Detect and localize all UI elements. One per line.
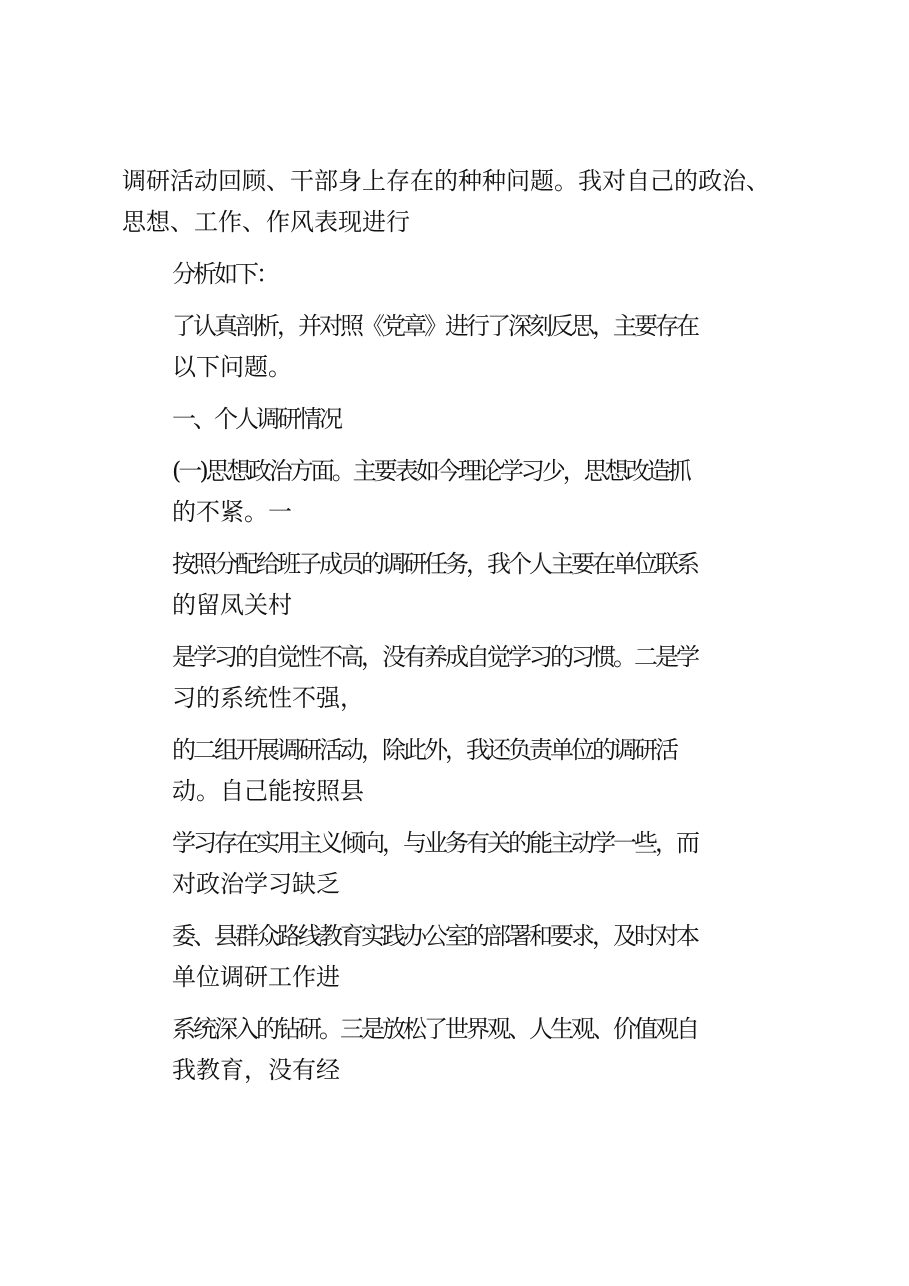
paragraph-line: 以下问题。 (172, 353, 292, 381)
paragraph-line: 按照分配给班子成员的调研任务，我个人主要在单位联系 (172, 550, 697, 578)
paragraph (122, 306, 797, 388)
document-body (122, 161, 797, 1102)
paragraph-line: 对政治学习缺乏 (172, 870, 340, 898)
paragraph-line: 单位调研工作进 (172, 963, 340, 991)
paragraph (122, 1009, 797, 1091)
paragraph-line: 了认真剖析，并对照《党章》进行了深刻反思，主要存在 (172, 312, 697, 340)
paragraph (122, 254, 797, 295)
paragraph (122, 823, 797, 905)
paragraph (122, 916, 797, 998)
section-heading (122, 399, 797, 440)
paragraph-line: 分析如下： (172, 260, 277, 288)
paragraph-line: 委、县群众路线教育实践办公室的部署和要求，及时对本 (172, 922, 697, 950)
paragraph (122, 451, 797, 533)
paragraph-line: 是学习的自觉性不高，没有养成自觉学习的习惯。二是学 (172, 643, 697, 671)
paragraph-line: 习的系统性不强， (172, 684, 364, 712)
paragraph (122, 544, 797, 626)
paragraph-line: 的不紧。一 (172, 498, 292, 526)
paragraph-line: 我教育，没有经 (172, 1056, 340, 1084)
paragraph-line: 的留凤关村 (172, 591, 292, 619)
paragraph-line: 调研活动回顾、干部身上存在的种种问题。我对自己的政治、 (122, 167, 770, 195)
paragraph (122, 730, 797, 812)
section-heading-text: 一、个人调研情况 (172, 405, 340, 433)
paragraph-line: (一)思想政治方面。主要表如今理论学习少，思想改造抓 (172, 457, 689, 485)
paragraph-line: 思想、工作、作风表现进行 (122, 208, 410, 236)
paragraph-line: 系统深入的钻研。三是放松了世界观、人生观、价值观自 (172, 1015, 697, 1043)
paragraph-line: 动。自己能按照县 (172, 777, 364, 805)
paragraph-line: 学习存在实用主义倾向，与业务有关的能主动学一些，而 (172, 829, 697, 857)
paragraph (122, 161, 797, 243)
paragraph-line: 的二组开展调研活动，除此外，我还负责单位的调研活 (172, 736, 676, 764)
paragraph (122, 637, 797, 719)
